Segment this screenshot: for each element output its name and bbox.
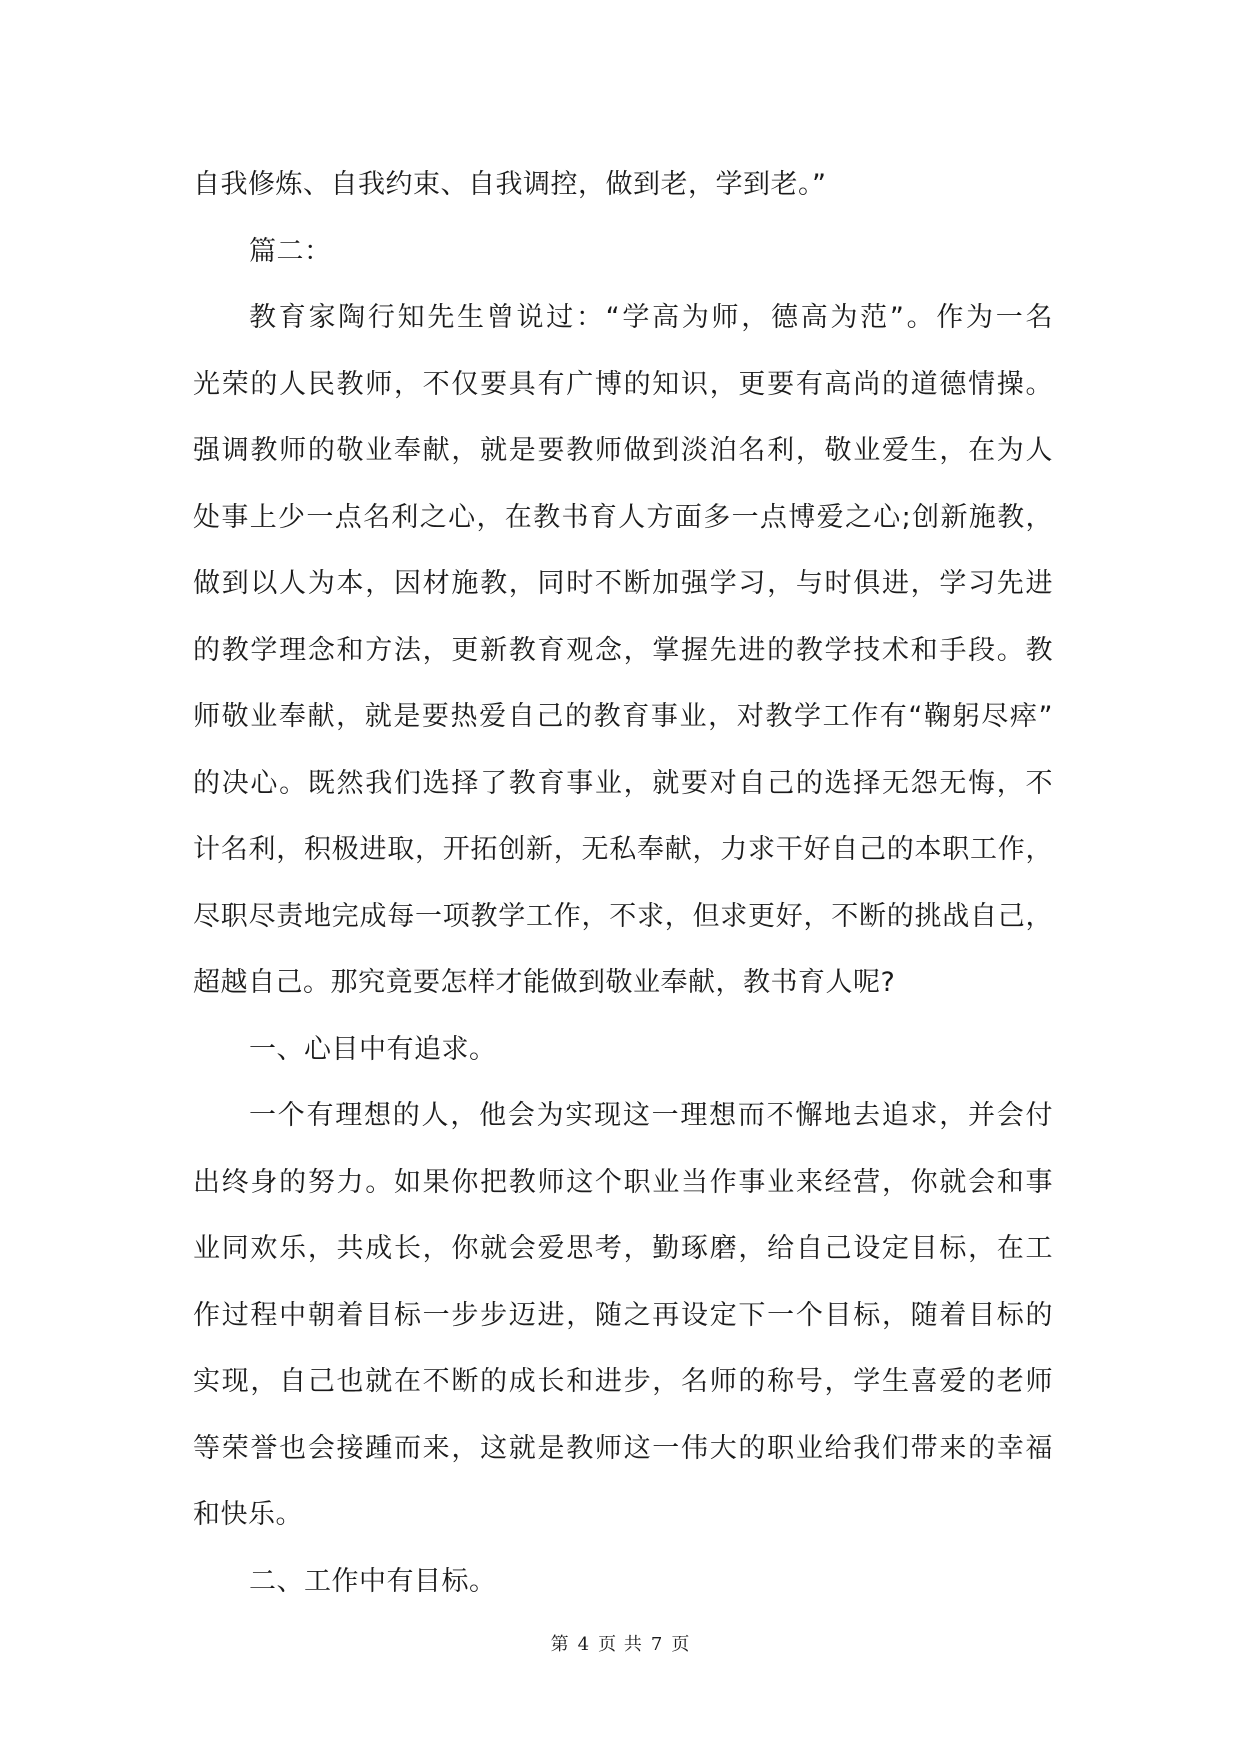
text-line: 作过程中朝着目标一步步迈进，随之再设定下一个目标，随着目标的 [193, 1299, 1053, 1331]
text-line: 出终身的努力。如果你把教师这个职业当作事业来经营，你就会和事 [193, 1166, 1053, 1198]
footer-middle: 页 共 [598, 1634, 643, 1655]
text-line: 等荣誉也会接踵而来，这就是教师这一伟大的职业给我们带来的幸福 [193, 1432, 1053, 1464]
text-line: 强调教师的敬业奉献，就是要教师做到淡泊名利，敬业爱生，在为人 [193, 435, 1053, 466]
document-body [193, 152, 1053, 1615]
total-pages-number: 7 [650, 1634, 664, 1655]
text-line: 尽职尽责地完成每一项教学工作，不求，但求更好，不断的挑战自己， [193, 900, 1053, 932]
text-line: 计名利，积极进取，开拓创新，无私奉献，力求干好自己的本职工作， [193, 834, 1053, 865]
text-line: 的决心。既然我们选择了教育事业，就要对自己的选择无怨无悔，不 [193, 767, 1053, 799]
text-line: 教育家陶行知先生曾说过：“学高为师，德高为范”。作为一名 [249, 302, 1053, 333]
text-line: 做到以人为本，因材施教，同时不断加强学习，与时俱进，学习先进 [193, 568, 1053, 599]
text-line: 业同欢乐，共成长，你就会爱思考，勤琢磨，给自己设定目标，在工 [193, 1233, 1053, 1264]
text-line: 一个有理想的人，他会为实现这一理想而不懈地去追求，并会付 [249, 1100, 1053, 1131]
text-line: 自我修炼、自我约束、自我调控，做到老，学到老。” [193, 169, 827, 200]
text-line: 师敬业奉献，就是要热爱自己的教育事业，对教学工作有“鞠躬尽瘁” [193, 701, 1053, 732]
section-heading-one: 一、心目中有追求。 [249, 1033, 497, 1065]
section-heading-two: 二、工作中有目标。 [249, 1565, 497, 1597]
text-line: 和快乐。 [193, 1499, 303, 1530]
footer-prefix: 第 [550, 1634, 570, 1655]
text-line: 处事上少一点名利之心，在教书育人方面多一点博爱之心;创新施教， [193, 501, 1053, 533]
section-heading-part-two: 篇二： [249, 235, 332, 267]
page-footer [0, 1630, 1241, 1656]
text-line: 光荣的人民教师，不仅要具有广博的知识，更要有高尚的道德情操。 [193, 368, 1053, 400]
current-page-number: 4 [577, 1634, 591, 1655]
footer-suffix: 页 [671, 1634, 691, 1655]
text-line: 超越自己。那究竟要怎样才能做到敬业奉献，教书育人呢? [193, 967, 896, 998]
text-line: 的教学理念和方法，更新教育观念，掌握先进的教学技术和手段。教 [193, 634, 1053, 666]
text-line: 实现，自己也就在不断的成长和进步，名师的称号，学生喜爱的老师 [193, 1366, 1053, 1397]
